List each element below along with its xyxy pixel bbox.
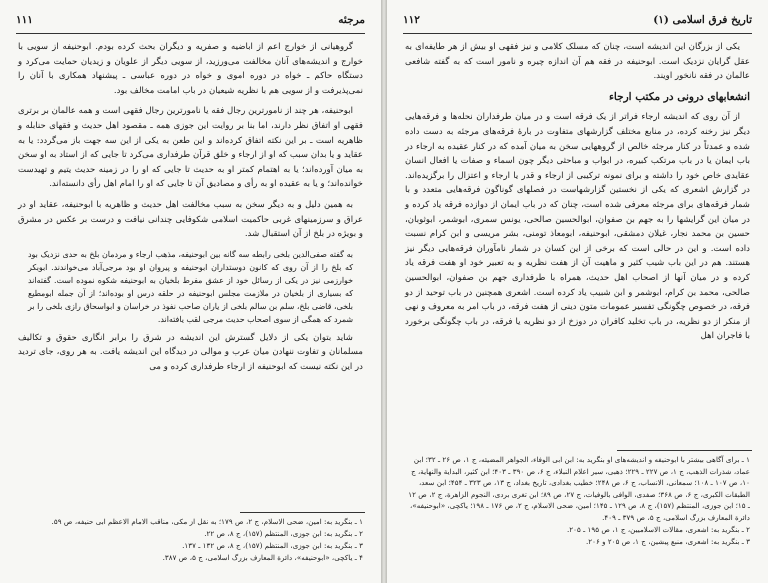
page-number: ۱۱۲ xyxy=(403,14,420,26)
page-number: ۱۱۱ xyxy=(16,14,33,26)
page-112 xyxy=(387,0,768,583)
running-title: مرجئه xyxy=(338,14,365,26)
paragraph: از آن روی که اندیشه ارجاء فراتر از یک فرقه است و در میان طرفداران نحله‌ها و فرقه‌هایی دیگر نیز رخنه کرده، در منابع مختلف گزارشهای متفاوت در بارهٔ فرقه‌های مرجئه به دست داده شده و عمدتاً در کنار مرجئه خالص از گروههایی سخن به میان آمده که در کنار عقیده به ارجاء در باب ایمان یا در باب مرتکب کبیره، در ابواب و مباحثی دیگر چون اسماء و صفات یا افعال انسان عقایدی خاص خود را داشته و برای نمونه ترکیبی از ارجاء و قدر یا ارجاء و اعتزال را برگزیده‌اند. در گزارش اشعری که یکی از نخستین گزارشهاست در فصلهای گوناگون فرقه‌هایی متعدد و با شمار فرقه‌های برای مرجئه معرفی شده است، چنان که در باب ایمان از دوازده فرقه یاد کرده و در میان این گرایشها را به جهم بن صفوان، ابوالحسین صالحی، یونس سمری، ابوشمر، ابوثوبان، حسین بن محمد نجار، غیلان دمشقی، ابوحنیفه، ابومعاذ تومنی، بشر مریسی و ابن کرام نسبت داده است. و این در حالی است که برخی از این کسان در شمار نامآوران فرقه‌هایی دیگر نیز هستند. هم در این باب شیب کثیر و ماهیت آن از هفت نظریه و به تعبیر خود او هفت فرقه یاد کرده و در میان آنها از اصحاب اهل حدیث، همراه با طرفداری جهم بن صفوان، ابوالحسین صالحی، محمد بن کرام، ابوشمر و ابن شبیب یاد کرده است. اشعری همچنین در باب توحید از دو فرقه، در خصوص چگونگی تفسیر عمومات متون دینی از هفت فرقه، در باب امر به معروف و نهی از منکر از دو نظریه، در باب تخلید کافران در دوزخ از دو نظریه یا فرقه، در باب چگونگی برخورد با فاجران اهل xyxy=(405,112,750,342)
page-111 xyxy=(0,0,381,583)
running-title: تاریخ فرق اسلامی (۱) xyxy=(653,14,752,26)
block-quote: به گفته صفی‌الدین بلخی رابطه سه گانه بین ابوحنیفه، مذهب ارجاء و مردمان بلخ به حدی نزدیک بود که بلخ را از آن روی که کانون دوستداران ابوحنیفه و پیروان او بود مرجی‌آباد می‌خواندند. ابوبکر خوارزمی نیز در یکی از رسائل خود از عشق مفرط بلخیان به ابوحنیفه شکوه نموده است. گفته‌اند که بسیاری از بلخیان در ملازمت مجلس ابوحنیفه در حلقه درس او بوده‌اند؛ از آن جمله ابومطیع بلخی، قاضی بلخ، سلم بن سالم بلخی از یاران صاحب نفوذ در خراسان و ابواسحاق رازی بلخی را بر شمرد که همگی از سوی اصحاب حدیث مرجی لقب یافته‌اند. xyxy=(28,249,353,324)
paragraph: ابوحنیفه، هر چند از نامورترین رجال فقه یا نامورترین رجال فقهی است و همه عالمان بر برتری فقهی او اتفاق نظر دارند، اما بنا بر روایت این جوزی همه ـ مقصود اهل حدیث و فقهای حنابله و ظاهریه است ـ بر این نکته اتفاق کرده‌اند و این طعن به یکی از این سه جهت باز می‌گردد: یا به عقاید و یا بدان سبب که او از ارجاء و خلق قرآن طرفداری می‌کرد تا جایی که از استاد به او سخن به میان آورده‌اند؛ یا به اهتمام کمتر او به حدیث تا جایی که او را در زمینه حدیث یتیم و تهیدست خوانده‌اند؛ و یا به عقیده او به رأی و مصادیق آن تا جایی که او را امام اهل رأی دانسته‌اند. xyxy=(18,106,363,190)
footnote: ۴ ـ یاکچی، «ابوحنیفه»، دائرة المعارف بزرگ اسلامی، ج ۵، ص ۳۸۷. xyxy=(162,553,363,562)
footnote: ۳ ـ بنگرید به: اشعری، منبع پیشین، ج ۱، ص ۲۰۵ و ۲۰۶. xyxy=(585,536,750,546)
header-rule xyxy=(403,33,752,34)
footnote-rule xyxy=(617,450,752,451)
paragraph: یکی از بزرگان این اندیشه است، چنان که مسلک کلامی و نیز فقهی او بیش از هر طایفه‌ای به عقل گرایان نزدیک است. ابوحنیفه در فقه هم آن اندازه چیره و نامور است که به گفته شافعی عالمان در فقه نانخور اویند. xyxy=(405,42,750,82)
header-rule xyxy=(16,33,365,34)
footnote: ۱ ـ برای آگاهی بیشتر با ابوحنیفه و اندیشه‌های او بنگرید به: ابن ابی الوفاء، الجواهر المضیئه، ج ۱، ص ۲۶ ـ ۳۲؛ ابن عماد، شذرات الذهب، ج ۱، ص ۲۲۷ ـ ۲۲۹؛ ذهبی، سیر اعلام النبلاء، ج ۶، ص ۳۹۰ ـ ۴۰۳؛ ابن کثیر، البدایة والنهایة، ج ۱۰، ص ۱۰۷ ـ ۱۰۸؛ سمعانی، الانساب، ج ۶، ص ۲۴۸؛ خطیب بغدادی، تاریخ بغداد، ج ۱۳، ص ۳۲۳ ـ ۴۵۴؛ ابن سعد، الطبقات الکبری، ج ۶، ص ۳۶۸؛ صفدی، الوافی بالوفیات، ج ۲۷، ص ۸۹؛ ابن تغری بردی، النجوم الزاهرة، ج ۲، ص ۱۲ ـ ۱۵؛ ابن جوزی، المنتظم (۱۵۷)، ج ۸، ص ۱۲۹ ـ ۱۴۵؛ امین، ضحی الاسلام، ج ۲، ص ۱۷۶ ـ ۱۹۸؛ یاکچی، «ابوحنیفه»، دائرة المعارف بزرگ اسلامی، ج ۵، ص ۳۷۹ ـ ۴۰۹. xyxy=(408,455,750,522)
footnote-rule xyxy=(240,512,365,513)
page-body xyxy=(18,40,363,381)
footnote: ۲ ـ بنگرید به: اشعری، مقالات الاسلامیین، ج ۱، ص ۱۹۵ ـ ۲۰۵. xyxy=(566,524,750,534)
page-header xyxy=(16,14,365,30)
footnote: ۳ ـ بنگرید به: ابن جوزی، المنتظم (۱۵۷)، ج ۸، ص ۱۳۲ ـ ۱۳۷. xyxy=(182,541,363,550)
paragraph: گروهیانی از خوارج اعم از اباضیه و صفریه و دیگران بحث کرده بودم. ابوحنیفه از سویی با خوارج و اندیشه‌های آنان مخالفت می‌ورزید، از سویی دیگر از علویان و زیدیان حمایت می‌کرد و دستگاه حاکم ـ خواه در دوره اموی و خواه در دوره عباسی ـ پیشنهاد همکاری با آنان را نمی‌پذیرفت و از سویی هم با نظریه شیعیان در باب امامت مخالف بود. xyxy=(18,42,363,96)
footnote: ۱ ـ بنگرید به: امین، ضحی الاسلام، ج ۲، ص ۱۷۹؛ به نقل از مکی، مناقب الامام الاعظم ابی حنیفه، ص ۵۹. xyxy=(51,517,363,526)
page-header xyxy=(403,14,752,30)
section-heading: انشعابهای درونی در مکتب ارجاء xyxy=(608,90,750,103)
footnotes xyxy=(18,516,363,564)
paragraph: شاید بتوان یکی از دلایل گسترش این اندیشه در شرق را برابر انگاری حقوق و تکالیف مسلمانان و تفاوت ننهادن میان عرب و موالی در دیدگاه این اندیشه یافت. به هر روی، جای تردید در این نکته نیست که ابوحنیفه از ارجاء طرفداری کرده و می xyxy=(18,332,363,372)
page-body xyxy=(405,40,750,350)
footnote: ۲ ـ بنگرید به: ابن جوزی، المنتظم (۱۵۷)، ج ۸، ص ۲۲. xyxy=(204,529,363,538)
footnotes xyxy=(405,454,750,548)
paragraph: به همین دلیل و به دیگر سخن به سبب مخالفت اهل حدیث و ظاهریه با ابوحنیفه، عقاید او در عراق و سرزمینهای غربی حاکمیت اسلامی شکوفایی چندانی نیافت و درست بر عکس در مشرق و بویژه در بلخ از آن استقبال شد. xyxy=(18,199,363,240)
